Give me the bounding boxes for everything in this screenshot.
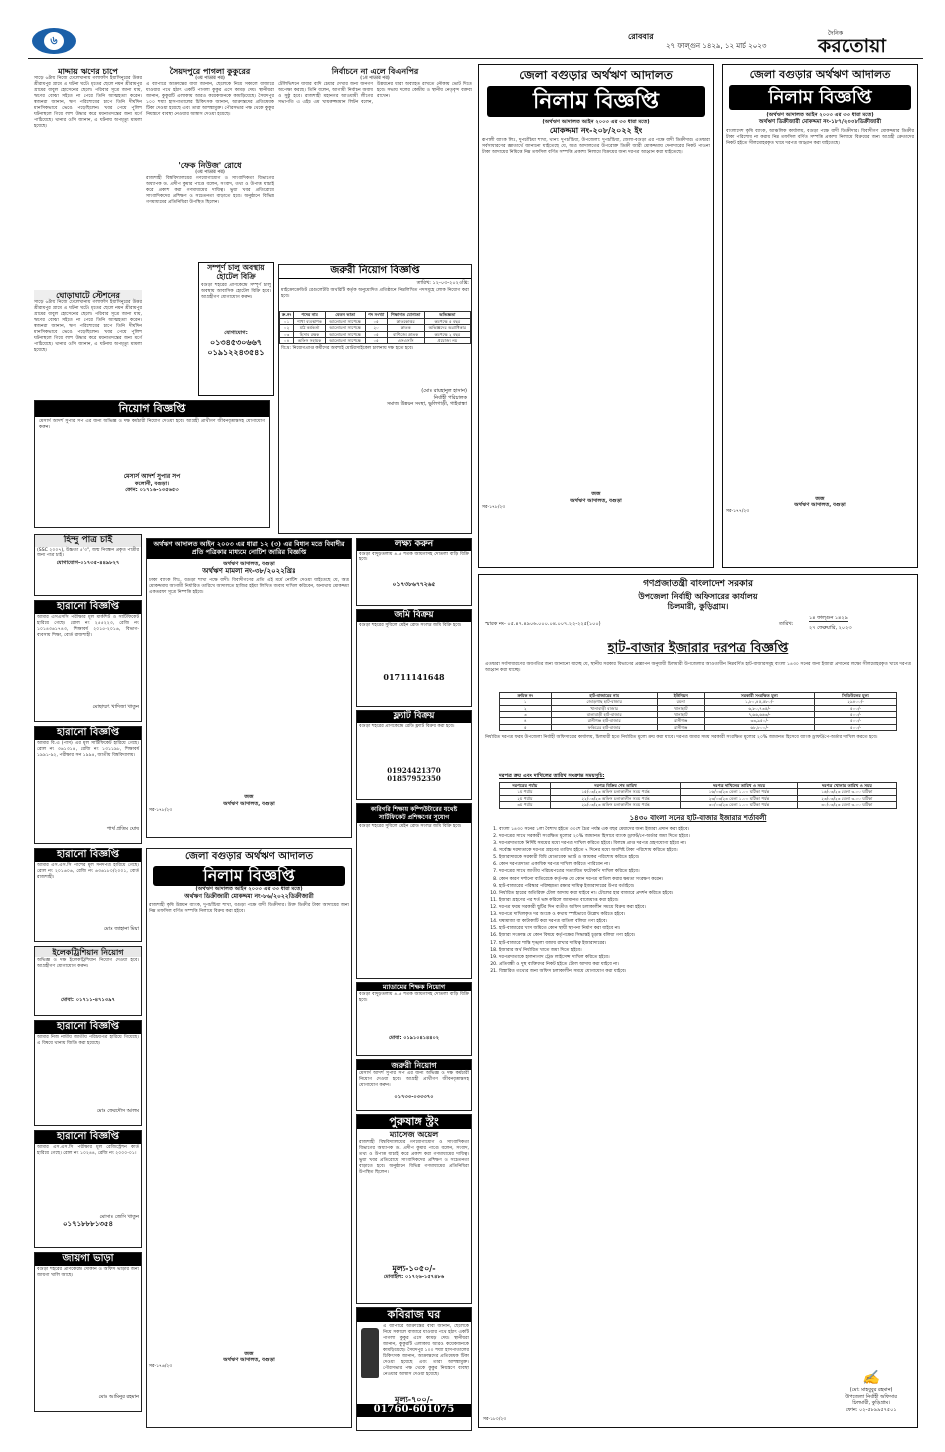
attention-title: লক্ষ্য করুন bbox=[357, 539, 471, 551]
govt-term-item: 11. ইজারা গ্রহণের পর শর্ত ভঙ্গ করিলে জামানত বাজেয়াপ্ত করা হইবে। bbox=[499, 897, 909, 904]
govt-market-table-cell: ১ bbox=[500, 699, 552, 705]
govt-para2: নির্ধারিত দরপত্র ফরম উপজেলা নির্বাহী অফিসারের কার্যালয়, চিলমারী হতে নির্ধারিত মূল্যে ক্রয় করা যাবে। দরপত্র জমার সময় সরকারী সংরক্ষিত মূল্যের ২০% জামানত হিসেবে ব্যাংক ড্রাফট/পে-অর্ডার দাখিল করতে হবে। bbox=[485, 735, 878, 741]
dog-title: সৈয়দপুরে পাগলা কুকুরের bbox=[169, 66, 251, 76]
herbal-sub: ম্যাসেজ অয়েল bbox=[389, 1129, 439, 1140]
urgent-job-table-row bbox=[280, 331, 471, 337]
govt-schedule-table-cell: ৩য় পর্যায় bbox=[500, 802, 551, 808]
land-body: বগুড়া শহরের সুবিলে মেইন রোড সংলগ্ন জমি বিক্রি হবে। bbox=[359, 622, 462, 628]
urgent-job-table-cell: ০৪ bbox=[280, 338, 294, 344]
land-ad bbox=[356, 609, 472, 707]
govt-schedule-table-cell: ২য় পর্যায় bbox=[500, 795, 551, 801]
court-auction-2-judge: জজ bbox=[815, 495, 825, 502]
urgent-job-date: তারিখ: ১২-০৩-২০২৩খ্রি: bbox=[416, 279, 469, 286]
govt-signer-place: চিলমারী, কুড়িগ্রাম। bbox=[852, 1400, 890, 1407]
hotel-title: সম্পূর্ণ চালু অবস্থায় হোটেল বিক্রি bbox=[207, 263, 265, 281]
court-notice-court-name: অর্থঋণ আদালত, বগুড়া bbox=[223, 800, 275, 807]
ghoraghat-body: সাড়ে ৬টায় নিজে ঢেলেখানায় গলাফাঁস ইয়াসিনুরের উত্তর শ্রীরামপুর গ্রামে এ ঘটনা ঘটে। মৃতের ছেলে নয়ন শ্রীরামপুর গ্রামের বাবুল হোসেনের ছেলে। পরিবার সূত্রে জানা যায়, ঋণের বোঝা সইতে না পেরে তিনি আত্মহত্যা করেন। স্বজনরা জানান, ঋণ পরিশোধের চাপে তিনি দীর্ঘদিন মানসিকভাবে ভেঙে পড়েছিলেন। খবর পেয়ে পুলিশ ঘটনাস্থলে গিয়ে লাশ উদ্ধার করে ময়নাতদন্তের জন্য মর্গে পাঠিয়েছে। থানার ওসি জানান, এ ঘটনায় অপমৃত্যু মামলা হয়েছে। bbox=[34, 300, 142, 354]
urgent-job-table-cell: ০৫ bbox=[365, 338, 387, 344]
govt-market-table-cell: জোড়গাছ হাট-বাজার bbox=[551, 699, 657, 705]
urgent-job-table-row bbox=[280, 338, 471, 344]
rent-body: বগুড়া শহরের প্রাণকেন্দ্রে দোকান ও অফিস ভাড়ার জন্য জায়গা খালি আছে। bbox=[37, 1266, 139, 1278]
govt-term-item: 20. প্রতিবন্ধী ও দুস্থ ব্যক্তিদের নিকট হইতে টোল আদায় করা যাইবে না। bbox=[499, 961, 909, 968]
court-auction-3-sub: (অর্থঋণ আদালত আইন ২০০৩ এর ৩৩ ধারা মতে) bbox=[195, 886, 303, 893]
govt-schedule-table-cell: ৩০/০৩/২৩ বেলা ৩.০০ ঘটিকা bbox=[797, 802, 896, 808]
govt-ref: সর-১৮০/২৩ bbox=[483, 1417, 507, 1423]
govt-market-table-cell: ৩৩,৯৫০/- bbox=[704, 718, 814, 724]
recruit-signer: মেসার্স আদর্শ সুপার সপ bbox=[123, 473, 181, 481]
signature-mark: ✍ bbox=[862, 1369, 880, 1386]
lost-ad-3 bbox=[34, 848, 142, 942]
govt-market-table-header-cell: সরকারী সংরক্ষিত মূল্য bbox=[704, 692, 814, 698]
urgent-job-table-cell: কমপক্ষে ৫ বছর bbox=[424, 318, 470, 324]
debt-article bbox=[34, 66, 142, 286]
court-auction-3-ref: সর-১৭৬/২৩ bbox=[149, 1363, 173, 1369]
debt-body: সাড়ে ৬টায় নিজে ঢেলেখানায় গলাফাঁস ইয়াসিনুরের উত্তর শ্রীরামপুর গ্রামে এ ঘটনা ঘটে। মৃতের ছেলে নয়ন শ্রীরামপুর গ্রামের বাবুল হোসেনের ছেলে। পরিবার সূত্রে জানা যায়, ঋণের বোঝা সইতে না পেরে তিনি আত্মহত্যা করেন। স্বজনরা জানান, ঋণ পরিশোধের চাপে তিনি দীর্ঘদিন মানসিকভাবে ভেঙে পড়েছিলেন। খবর পেয়ে পুলিশ ঘটনাস্থলে গিয়ে লাশ উদ্ধার করে ময়নাতদন্তের জন্য মর্গে পাঠিয়েছে। থানার ওসি জানান, এ ঘটনায় অপমৃত্যু মামলা হয়েছে। bbox=[34, 76, 142, 129]
govt-table1-wrap bbox=[479, 690, 917, 734]
lost-body-2: আমার বি.এ (পাস) এর মূল সার্টিফিকেট হারিয়ে গেছে। রোল নং ৩৬১৩১৪, রেজি নং ১৩১১৯৮, শিক্ষাবর্ষ ১৯৯১-৯২, পরীক্ষার সন ১৯৯৪, জাতীয় বিশ্ববিদ্যালয়। bbox=[37, 740, 139, 758]
govt-market-table-cell: ৫ bbox=[500, 724, 552, 730]
oil-bottle-icon bbox=[361, 1328, 379, 1378]
urgent-job-note: বি:দ্র: নিয়োগপ্রাপ্ত কর্মীদের অবশ্যই মোটরসাইকেল চালনায় দক্ষ হতে হবে। bbox=[281, 346, 414, 352]
lost-signer-2: পার্থ প্রতিম ঘোষ bbox=[106, 825, 139, 832]
hotel-ad bbox=[198, 262, 274, 396]
urgent-job-table-cell: হিসাব রক্ষক bbox=[294, 331, 326, 337]
lost-signer-1: মোছাম্মৎ খাদিজা খাতুন bbox=[92, 703, 139, 710]
govt-market-table-cell: রানীগঞ্জ হাট-বাজার bbox=[551, 718, 657, 724]
urgent-job-table-header-cell: শিক্ষাগত যোগ্যতা bbox=[387, 312, 424, 318]
govt-market-table-cell: ৭,৬৬,৬৬৩/- bbox=[704, 711, 814, 717]
govt-term-item: 4. সর্বোচ্চ দরদাতাকে দরপত্র গ্রহণের তারিখ হইতে ৭ দিনের মধ্যে অবশিষ্ট টাকা পরিশোধ করিতে হইবে। bbox=[499, 847, 909, 854]
govt-term-item: 10. নির্ধারিত হারের অতিরিক্ত টোল আদায় করা যাইবে না। টোলের হার বাজারে প্রদর্শন করিতে হইবে। bbox=[499, 890, 909, 897]
govt-market-table-cell: খানাবাড়ী বাজার bbox=[551, 705, 657, 711]
govt-market-table-cell: বালাবাড়ী হাট-বাজার bbox=[551, 711, 657, 717]
header-date: ২৭ ফাল্গুন ১৪২৯, ১২ মার্চ ২০২৩ bbox=[666, 42, 767, 50]
court-auction-1-case: মোকদ্দমা নং-২০৮/২০২২ ইং bbox=[549, 125, 643, 136]
lost-signer-4: মোঃ ফেরদৌস আলম bbox=[96, 1107, 139, 1114]
herbal-price: মূল্য-১০৫০/- bbox=[392, 1263, 436, 1274]
govt-market-table-cell: রানীগঞ্জ bbox=[657, 718, 704, 724]
kabiraj-ad bbox=[356, 1307, 472, 1431]
court-auction-2-case: অর্থঋণ ডিক্রীজারী মোকদ্দমা নং-১৮৭/২০০৮ডিক্রীজারী bbox=[758, 118, 882, 125]
govt-market-table-cell: ৫০০/- bbox=[814, 724, 896, 730]
urgent-job-table-cell: ০৫ bbox=[365, 318, 387, 324]
lost-ad-5 bbox=[34, 1130, 142, 1248]
govt-schedule-table bbox=[499, 782, 897, 809]
govt-term-item: 16. ইজারা সংক্রান্ত যে কোন বিষয়ে কর্তৃপক্ষের সিদ্ধান্তই চূড়ান্ত বলিয়া গণ্য হইবে। bbox=[499, 932, 909, 939]
govt-market-table-cell: ৩ bbox=[500, 711, 552, 717]
court-auction-3-case: অর্থঋণ ডিক্রীজারী মোকদ্দমা নং-৮৬/২০২২ডিক্রীজারী bbox=[184, 892, 314, 900]
court-notice-judge: জজ bbox=[244, 794, 254, 801]
govt-memo-row bbox=[479, 611, 917, 639]
govt-market-table-cell: ৬৮,৮০০/- bbox=[704, 724, 814, 730]
court-auction-1-body: রূপালী ব্যাংক লিঃ, দুপচাঁচিয়া শাখা, থানা: দুপচাঁচিয়া, উপজেলা: দুপচাঁচিয়া, জেলা-বগুড়া এর পক্ষে বাদী ডিক্রীদার। এতদ্বারা সর্বসাধারণের জ্ঞাতার্থে জানানো যাইতেছে যে, অত্র আদালতের উপরোক্ত ডিক্রী জারী মোকদ্দমায় দেনাদারের নিকট পাওনা টাকা আদায়ের নিমিত্তে নিম্ন তফসিল বর্ণিত সম্পত্তি প্রকাশ্য নিলামে বিক্রয়ের জন্য দরপত্র আহ্বান করা যাইতেছে। bbox=[482, 138, 710, 156]
job2-ad bbox=[356, 1059, 472, 1111]
urgent-job-table-header-cell: পদ সংখ্যা bbox=[365, 312, 387, 318]
govt-market-table-cell: ফকিরের হাট-বাজার bbox=[551, 724, 657, 730]
kabiraj-body: এ ব্যাপারে আক্রান্তের বাবা জানান, ছেলেকে নিয়ে সকালে বাজারে যাওয়ার পথে হঠাৎ একটি পাগলা কুকুর এসে কামড় দেয়। স্থানীয়রা জানান, কুকুরটি এলাকায় আরও কয়েকজনকে কামড়িয়েছে। সৈয়দপুর ১০০ শয্যা হাসপাতালের চিকিৎসক জানান, আক্রান্তদের প্রতিষেধক টিকা দেওয়া হয়েছে এবং তারা আশঙ্কামুক্ত। পৌরসভার পক্ষ থেকে কুকুর নিয়ন্ত্রণে ব্যবস্থা নেওয়ার আশ্বাস দেওয়া হয়েছে। bbox=[383, 1324, 469, 1377]
govt-schedule-table-header-cell: দরপত্র খোলার তারিখ ও সময় bbox=[797, 782, 896, 788]
govt-term-item: 19. দরপত্রদাতাকে হালনাগাদ ট্রেড লাইসেন্স দাখিল করিতে হইবে। bbox=[499, 954, 909, 961]
court-auction-3-title: জেলা বগুড়ার অর্থঋণ আদালত bbox=[185, 851, 313, 862]
urgent-job-table-cell: অভিজ্ঞদের অগ্রাধিকার bbox=[424, 325, 470, 331]
govt-market-table-cell: রানীগঞ্জ bbox=[657, 724, 704, 730]
govt-term-item: 18. ইজারার অর্থ নির্ধারিত খাতে জমা দিতে হইবে। bbox=[499, 947, 909, 954]
court-notice-ref: সর-১৭৮/২৩ bbox=[149, 807, 173, 813]
election-body: টেলিভিশনে যাবার বাদি চেয়ার দেখার জন্য জনগণ অপেক্ষা করছে। তিনি বলেন, আগামী নির্বাচন অবাধ ও সুষ্ঠু হবে। রাজশাহী মহানগর আওয়ামী লীগের সভাপতি এ এইচ এম খায়রুজ্জামান লিটন বলেন, উন্নয়নের ধারা অব্যাহত রাখতে নৌকায় ভোট দিতে হবে। সভায় দলের কেন্দ্রীয় ও স্থানীয় নেতৃবৃন্দ বক্তব্য রাখেন। bbox=[278, 81, 472, 105]
lost-body-4: আমার নিজ নামীয় জাতীয় পরিচয়পত্র হারিয়ে গিয়েছে। এ বিষয়ে থানায় জিডি করা হয়েছে। bbox=[37, 1034, 139, 1046]
job2-title: জরুরী নিয়োগ bbox=[357, 1060, 471, 1070]
electrician-body: অভিজ্ঞ ও দক্ষ ইলেকট্রিশিয়ান নিয়োগ দেওয়া হবে। আগ্রহীগণ যোগাযোগ করুন। bbox=[37, 958, 139, 970]
court-notice-court: অর্থঋণ আদালত, বগুড়া bbox=[223, 560, 275, 567]
bride-phone: যোগাযোগ-০১৭৩৫-৪৪৯৮২৭ bbox=[56, 560, 120, 567]
court-auction-1-judge: জজ bbox=[591, 491, 601, 498]
court-auction-1-sub: (অর্থঋণ আদালত আইন ২০০৩ এর ৩৩ ধারা মতে) bbox=[542, 118, 650, 125]
govt-schedule-title: দরপত্র ক্রয় এবং দাখিলের তারিখ সংক্রান্ত সময়সূচি: bbox=[499, 773, 605, 780]
job2-phone: ০১৭৩৩-০৩৩৩৭০ bbox=[394, 1094, 434, 1101]
ghoraghat-article bbox=[34, 290, 142, 354]
urgent-job-table-cell: ০৫ bbox=[365, 331, 387, 337]
govt-schedule-table-cell: ২৩/০৩/২৩ বেলা ৩.০০ ঘটিকা bbox=[797, 795, 896, 801]
hotel-body: বগুড়া শহরের প্রাণকেন্দ্রে সম্পূর্ণ চালু অবস্থায় আবাসিক হোটেল বিক্রি হবে। আগ্রহীগণ যোগাযোগ করুন। bbox=[201, 283, 271, 301]
flat-phone-2: 01857952350 bbox=[387, 774, 441, 784]
govt-signer: (মো: মাহবুবুর রহমান) bbox=[849, 1387, 893, 1394]
govt-term-item: 6. কোন দরপত্রদাতা একাধিক দরপত্র দাখিল করিতে পারিবেন না। bbox=[499, 861, 909, 868]
govt-terms-list bbox=[479, 826, 917, 1126]
lost-ad-1 bbox=[34, 600, 142, 722]
court-auction-2-ref: সর-১৭৭/২৩ bbox=[726, 509, 750, 515]
classifieds-left bbox=[34, 534, 142, 1426]
urgent-job-signer-role: নির্বাহী পরিচালক bbox=[433, 394, 467, 401]
govt-intro: এতদ্বারা সর্বসাধারণের অবগতির জন্য জানানো যাচ্ছে যে, স্থানীয় সরকার বিভাগের প্রজ্ঞাপন অনুযায়ী চিলমারী উপজেলার আওতাধীন নিম্নবর্ণিত হাট-বাজারসমূহ বাংলা ১৪৩০ সনের জন্য ইজারা প্রদানের লক্ষ্যে সীলমোহরকৃত খামে দরপত্র আহ্বান করা যাচ্ছে। bbox=[485, 661, 911, 673]
urgent-job-table-header-cell: বেতন ভাতা bbox=[325, 312, 365, 318]
kabiraj-title: কবিরাজ ঘর bbox=[357, 1308, 471, 1322]
court-notice-body: ঢাকা ব্যাংক লিঃ, বগুড়া শাখা পক্ষে বাদী। বিবাদীগণের প্রতি এই মর্মে নোটিশ দেওয়া যাইতেছে যে, অত্র মোকদ্দমায় আগামী নির্ধারিত তারিখে আদালতে হাজির হইয়া লিখিত জবাব দাখিল করিবেন, অন্যথায় মোকদ্দমা একতরফা সূত্রে নিষ্পত্তি হইবে। bbox=[149, 578, 349, 596]
computer-body: বগুড়া শহরের সুবিলে মেইন রোড সংলগ্ন জমি বিক্রি হবে। bbox=[359, 824, 462, 830]
urgent-job-table-header-row bbox=[280, 312, 471, 318]
hotel-contact-label: যোগাযোগ: bbox=[224, 330, 248, 337]
computer-title: কারিগরি শিক্ষায় কম্পিউটারের যথেষ্ট সার্টিফিকেট প্রশিক্ষণের সুযোগ bbox=[357, 804, 471, 823]
govt-memo: স্মারক নং- ০৫.৪৭.৪৯০৬.০০০.০৪.০০৭.২২-২২৫(১০০) bbox=[485, 620, 601, 627]
hostel-phone: মোবা: ০১৯১০৪১৪৪০২ bbox=[389, 1035, 439, 1042]
govt-line2: উপজেলা নির্বাহী অফিসারের কার্যালয় bbox=[638, 590, 758, 601]
election-subtitle: (১ম পাতার পর) bbox=[360, 76, 390, 82]
lost-ad-2 bbox=[34, 726, 142, 844]
recruit-ad bbox=[34, 400, 270, 528]
govt-term-item: 9. হাট-বাজারের পরিষ্কার পরিচ্ছন্নতা রক্ষার দায়িত্ব ইজারাদারের উপর বর্তাইবে। bbox=[499, 883, 909, 890]
urgent-job-table-row bbox=[280, 318, 471, 324]
electrician-title: ইলেকট্রিশিয়ান নিয়োগ bbox=[35, 947, 141, 957]
urgent-job-table-cell: ০৩ bbox=[280, 331, 294, 337]
govt-date-label: তারিখ: bbox=[779, 620, 794, 627]
govt-term-item: 3. দরপত্রদাতাকে নির্দিষ্ট সময়ের মধ্যে দরপত্র দাখিল করিতে হইবে। বিলম্বে প্রাপ্ত দরপত্র গ্রহণযোগ্য হইবে না। bbox=[499, 840, 909, 847]
court-auction-1-ref: সর-১৭৮/২৩ bbox=[482, 504, 506, 510]
hostel-title: ম্যাডামের শিক্ষক নিয়োগ bbox=[357, 983, 471, 991]
computer-ad bbox=[356, 803, 472, 979]
govt-term-item: 15. হাট-বাজারের খাস জমিতে কোন স্থায়ী স্থাপনা নির্মাণ করা যাইবে না। bbox=[499, 925, 909, 932]
court-auction-3 bbox=[146, 848, 352, 1428]
urgent-job-table-cell: ০২ bbox=[280, 325, 294, 331]
govt-market-table-cell: ৬,৮০,৭৩৫/- bbox=[704, 705, 814, 711]
urgent-job-intro: মাইক্রোক্রেডিট রেগুলেটরি অথরিটি কর্তৃক অনুমোদিত প্রতিষ্ঠানে নিম্নলিখিত পদসমূহে লোক নিয়োগ করা হবে। bbox=[281, 288, 469, 300]
flat-phone-1: 01924421370 bbox=[387, 765, 441, 775]
lost-phone-5: ০১৭১৮৮৮১৩৫৪ bbox=[63, 1220, 113, 1229]
govt-date-2: ২৭ ফেব্রুয়ারি, ২০২৩ bbox=[809, 624, 852, 631]
govt-terms-title: ১৪৩০ বাংলা সনের হাট-বাজার ইজারার শর্তাবলী bbox=[629, 812, 767, 822]
hostel-body: বগুড়া বাদুড়তলায় ৪.৫ শতক জায়গাসহ দোতলা বাড়ি বিক্রি হবে। bbox=[359, 992, 469, 1004]
debt-title: মাদ্দায় ঋণের চাপে bbox=[58, 66, 118, 76]
recruit-title: নিয়োগ বিজ্ঞপ্তি bbox=[35, 401, 269, 417]
court-auction-3-body: রাজশাহী কৃষি উন্নয়ন ব্যাংক, দুপচাঁচিয়া শাখা, বগুড়া পক্ষে বাদী ডিক্রীদার। উক্ত ডিক্রীর টাকা আদায়ের জন্য নিম্ন তফসিল বর্ণিত সম্পত্তি নিলামে বিক্রয় করা হইবে। bbox=[149, 902, 349, 914]
govt-term-item: 13. দরপত্রে দাখিলকৃত দর অংকে ও কথায় স্পষ্টভাবে উল্লেখ করিতে হইবে। bbox=[499, 911, 909, 918]
bride-title: হিন্দু পাত্র চাই bbox=[35, 535, 141, 547]
urgent-job-org: সমাজ উন্নয়ন সংস্থা, ভুলিগাড়ী, গাইবান্ধা bbox=[386, 401, 467, 408]
bride-ad bbox=[34, 534, 142, 596]
urgent-job-table-cell: স্নাতক bbox=[387, 325, 424, 331]
ghoraghat-title: ঘোড়াঘাটে স্টেশনের bbox=[34, 290, 142, 300]
bride-body: (SSC ২০০৭), উচ্চতা ৫'৩", জন্ম নিবন্ধন প্রকৃত পাত্রীর জন্য পাত্র চাই। bbox=[37, 547, 139, 559]
lost-body-5: আমার এস.এস.সি পরীক্ষার মূল রেজিস্ট্রেশন কার্ড হারিয়ে গেছে। রোল নং ১০২৪৪, রেজি নং ২০০০-০১। bbox=[37, 1144, 139, 1156]
govt-term-item: 14. ঘষামাজা বা কাটাকাটি করা দরপত্র বাতিল বলিয়া গণ্য হইবে। bbox=[499, 918, 909, 925]
govt-market-table-cell: ২ bbox=[500, 705, 552, 711]
govt-line1: গণপ্রজাতন্ত্রী বাংলাদেশ সরকার bbox=[643, 579, 753, 589]
govt-schedule-table-cell: ১৬/০৩/২৩ বেলা ১.০০ ঘটিকা পর্যন্ত bbox=[681, 789, 797, 795]
govt-market-table-cell: থানাহাট bbox=[657, 711, 704, 717]
court-notice bbox=[146, 538, 352, 838]
govt-schedule-table-header-cell: দরপত্রের পর্যায় bbox=[500, 782, 551, 788]
header-rule bbox=[28, 58, 923, 59]
hotel-phone-2: ০১৯১২২৪৩৫৪১ bbox=[207, 347, 265, 358]
govt-table2-wrap bbox=[479, 780, 917, 811]
govt-market-table-row bbox=[500, 724, 897, 730]
govt-term-item: 17. হাট-বাজারে শান্তি শৃঙ্খলা বজায় রাখার দায়িত্ব ইজারাদারের। bbox=[499, 940, 909, 947]
court-auction-1-banner: নিলাম বিজ্ঞপ্তি bbox=[487, 86, 705, 116]
govt-term-item: 5. ইজারাদারকে সরকারী বিধি মোতাবেক ভ্যাট ও আয়কর পরিশোধ করিতে হইবে। bbox=[499, 854, 909, 861]
urgent-job-table-row bbox=[280, 325, 471, 331]
court-auction-3-judge: জজ bbox=[244, 1350, 254, 1357]
govt-schedule-table-cell: ২৯/০৩/২৩ অফিস চলাকালীন সময় পর্যন্ত bbox=[550, 802, 681, 808]
herbal-title: পুরুষাঙ্গ স্ট্রং bbox=[357, 1115, 471, 1129]
govt-market-table-cell: থানাহাট bbox=[657, 705, 704, 711]
court-auction-2-title: জেলা বগুড়ার অর্থঋণ আদালত bbox=[749, 68, 891, 81]
urgent-job-table-cell: মাঠ কর্মকর্তা bbox=[294, 325, 326, 331]
urgent-job-signer: (মোঃ রায়হানুল হাসান) bbox=[421, 388, 467, 395]
govt-schedule-table-cell: ২৩/০৩/২৩ বেলা ১.০০ ঘটিকা পর্যন্ত bbox=[681, 795, 797, 801]
recruit-phone: ফোন: ০১৭১৬-১৩৫৬৫৩ bbox=[125, 487, 179, 494]
small-ads-column bbox=[356, 538, 472, 1428]
court-auction-2-body: বাংলাদেশ কৃষি ব্যাংক, আঞ্চলিক কার্যালয়, বগুড়া পক্ষে বাদী ডিক্রীদার। বিবাদীগণ মোকদ্দমার ডিক্রীর টাকা পরিশোধ না করায় নিম্ন তফসিল বর্ণিত সম্পত্তি প্রকাশ্য নিলামে বিক্রয়ের জন্য আগ্রহী ক্রেতাদের নিকট হইতে সীলমোহরকৃত খামে দরপত্র আহ্বান করা যাইতেছে। bbox=[726, 128, 914, 146]
page-number: ৬ bbox=[44, 32, 64, 50]
govt-term-item: 2. দরপত্রের সাথে সরকারী সংরক্ষিত মূল্যের ২০% জামানত হিসাবে ব্যাংক ড্রাফট/পে-অর্ডার জমা দিতে হইবে। bbox=[499, 833, 909, 840]
urgent-job-table-cell: শাখা ব্যবস্থাপক bbox=[294, 318, 326, 324]
govt-term-item: 12. দরপত্র ফরম সরকারী ছুটির দিন ব্যতীত অফিস চলাকালীন সময়ে বিক্রয় করা হইবে। bbox=[499, 904, 909, 911]
flat-ad bbox=[356, 710, 472, 800]
lost-title-3: হারানো বিজ্ঞপ্তি bbox=[35, 849, 141, 862]
urgent-job-table-header-cell: অভিজ্ঞতা bbox=[424, 312, 470, 318]
page-number-badge bbox=[32, 28, 76, 54]
govt-phone: ফোন: ০২-৫৮৯৯৫৭৫০১ bbox=[845, 1406, 897, 1413]
govt-market-table-header-cell: সিডিউলের মূল্য bbox=[814, 692, 896, 698]
urgent-job-table bbox=[279, 311, 471, 344]
lost-title-2: হারানো বিজ্ঞপ্তি bbox=[35, 727, 141, 740]
govt-market-table bbox=[499, 692, 897, 732]
kabiraj-content bbox=[357, 1322, 471, 1394]
land-phone: 01711141648 bbox=[383, 671, 445, 682]
urgent-job-table-cell: আলোচনা সাপেক্ষে bbox=[325, 325, 365, 331]
recruit-body: মেসার্স আদর্শ সুপার সপ এর জন্য অভিজ্ঞ ও দক্ষ কর্মচারী নিয়োগ দেওয়া হবে। আগ্রহী প্রার্থীগণ জীবনবৃত্তান্তসহ যোগাযোগ করুন। bbox=[39, 419, 265, 431]
urgent-job-table-cell: কমপক্ষে ২ বছর bbox=[424, 331, 470, 337]
fake-subtitle: (৩য় পাতার পর) bbox=[195, 170, 225, 176]
job2-body: মেসার্স আদর্শ সুপার সপ এর জন্য অভিজ্ঞ ও দক্ষ কর্মচারী নিয়োগ দেওয়া হবে। আগ্রহী প্রার্থীগণ জীবনবৃত্তান্তসহ যোগাযোগ করুন। bbox=[359, 1071, 469, 1089]
lost-body-3: আমার এস.এস.সি পাশের মূল সনদপত্র হারিয়ে গেছে। রোল নং ২০১৬০৬, রেজি নং ৬৩৬১৮০/২০০১, বোর্ড রাজশাহী। bbox=[37, 862, 139, 880]
header-day: রোববার bbox=[628, 32, 654, 41]
court-auction-1-court: অর্থঋণ আদালত, বগুড়া bbox=[570, 498, 622, 505]
urgent-job-table-cell: আলোচনা সাপেক্ষে bbox=[325, 338, 365, 344]
govt-schedule-table-cell: ২২/০৩/২৩ অফিস চলাকালীন সময় পর্যন্ত bbox=[550, 795, 681, 801]
govt-schedule-table-cell: ১ম পর্যায় bbox=[500, 789, 551, 795]
urgent-job-table-cell: প্রযোজ্য নয় bbox=[424, 338, 470, 344]
urgent-job-table-cell: এসএসসি bbox=[387, 338, 424, 344]
herbal-phone: মোবাইল: ০১৭২৬-১৫৭৪৮৬ bbox=[383, 1273, 445, 1280]
masthead: করতোয়া bbox=[818, 35, 886, 57]
land-title: জমি বিক্রয় bbox=[357, 610, 471, 622]
urgent-job-table-cell: আলোচনা সাপেক্ষে bbox=[325, 318, 365, 324]
rent-title: জায়গা ভাড়া bbox=[35, 1253, 141, 1266]
court-auction-2-court: অর্থঋণ আদালত, বগুড়া bbox=[794, 502, 846, 509]
lost-title-5: হারানো বিজ্ঞপ্তি bbox=[35, 1131, 141, 1144]
govt-line3: চিলমারী, কুড়িগ্রাম। bbox=[667, 600, 729, 611]
lost-signer-5: মোসাঃ জেসি খাতুন bbox=[99, 1213, 139, 1220]
flat-title: ফ্ল্যাট বিক্রয় bbox=[357, 711, 471, 723]
govt-market-table-cell: ২৯৪০০/- bbox=[814, 699, 896, 705]
fake-title: 'ফেক নিউজ' রোধে bbox=[178, 159, 242, 170]
govt-schedule-table-cell: ১৫/০৩/২৩ অফিস চলাকালীন সময় পর্যন্ত bbox=[550, 789, 681, 795]
govt-term-item: 8. কোন কারণ দর্শানো ব্যতিরেকে কর্তৃপক্ষ যে কোন দরপত্র বাতিল করার ক্ষমতা সংরক্ষণ করেন। bbox=[499, 876, 909, 883]
urgent-job-table-cell: আলোচনা সাপেক্ষে bbox=[325, 331, 365, 337]
herbal-body: রাজশাহী বিশ্ববিদ্যালয়ের গণযোগাযোগ ও সাংবাদিকতা বিভাগের অধ্যাপক ড. প্রদীপ কুমার পাণ্ডে বলেন, সংবাদ, তথ্য ও উপাত্ত যাচাই করে প্রকাশ করা গণমাধ্যমের দায়িত্ব। ভুয়া খবর প্রতিরোধে সাংবাদিকদের প্রশিক্ষণ ও সচেতনতা বাড়াতে হবে। অনুষ্ঠানে বিভিন্ন গণমাধ্যমের প্রতিনিধিরা উপস্থিত ছিলেন। bbox=[359, 1140, 469, 1176]
kabiraj-price: মূল্য-৭০০/- bbox=[395, 1394, 433, 1405]
rent-signer: মোঃ আমিনুর রহমান bbox=[98, 1393, 139, 1400]
govt-market-table-cell: ৫০০/- bbox=[814, 718, 896, 724]
govt-market-table-cell: ৪ bbox=[500, 718, 552, 724]
hostel-ad bbox=[356, 982, 472, 1056]
govt-schedule-table-header-cell: দরপত্র বিক্রির শেষ তারিখ bbox=[550, 782, 681, 788]
lost-signer-3: মোঃ জাহানা মিয়া bbox=[103, 925, 139, 932]
kabiraj-phone: 01760-601075 bbox=[357, 1404, 471, 1417]
attention-body: বগুড়া বাদুড়তলায় ৪.৫ শতক জায়গাসহ দোতলা বাড়ি বিক্রি হবে। bbox=[359, 551, 469, 563]
urgent-job-table-cell: ০১ bbox=[280, 318, 294, 324]
govt-market-table-cell: ১,৮০,৪৫,৫৮০/- bbox=[704, 699, 814, 705]
court-auction-2-sub: (অর্থঋণ আদালত আইন ২০০৩ এর ৩৩ ধারা মতে) bbox=[766, 112, 874, 119]
urgent-job-table-cell: অফিস সহায়ক bbox=[294, 338, 326, 344]
lost-title-1: হারানো বিজ্ঞপ্তি bbox=[35, 601, 141, 614]
govt-signature-block bbox=[845, 1370, 897, 1413]
govt-market-table-header-cell: ক্রমিক নং bbox=[500, 692, 552, 698]
govt-tender bbox=[478, 574, 918, 1428]
urgent-job-ad bbox=[278, 264, 472, 534]
court-auction-2 bbox=[722, 64, 918, 568]
govt-date-1: ১৪ ফাল্গুন ১৪২৯ bbox=[809, 614, 848, 621]
dog-body: এ ব্যাপারে আক্রান্তের বাবা জানান, ছেলেকে নিয়ে সকালে বাজারে যাওয়ার পথে হঠাৎ একটি পাগলা কুকুর এসে কামড় দেয়। স্থানীয়রা জানান, কুকুরটি এলাকায় আরও কয়েকজনকে কামড়িয়েছে। সৈয়দপুর ১০০ শয্যা হাসপাতালের চিকিৎসক জানান, আক্রান্তদের প্রতিষেধক টিকা দেওয়া হয়েছে এবং তারা আশঙ্কামুক্ত। পৌরসভার পক্ষ থেকে কুকুর নিয়ন্ত্রণে ব্যবস্থা নেওয়ার আশ্বাস দেওয়া হয়েছে। bbox=[146, 81, 274, 117]
govt-schedule-table-cell: ৩০/০৩/২৩ বেলা ১.০০ ঘটিকা পর্যন্ত bbox=[681, 802, 797, 808]
urgent-job-table-header-cell: পদের নাম bbox=[294, 312, 326, 318]
urgent-job-table-cell: ২০ bbox=[365, 325, 387, 331]
fake-body: রাজশাহী বিশ্ববিদ্যালয়ের গণযোগাযোগ ও সাংবাদিকতা বিভাগের অধ্যাপক ড. প্রদীপ কুমার পাণ্ডে বলেন, সংবাদ, তথ্য ও উপাত্ত যাচাই করে প্রকাশ করা গণমাধ্যমের দায়িত্ব। ভুয়া খবর প্রতিরোধে সাংবাদিকদের প্রশিক্ষণ ও সচেতনতা বাড়াতে হবে। অনুষ্ঠানে বিভিন্ন গণমাধ্যমের প্রতিনিধিরা উপস্থিত ছিলেন। bbox=[146, 175, 274, 205]
govt-title: হাট-বাজার ইজারার দরপত্র বিজ্ঞপ্তি bbox=[607, 640, 789, 656]
govt-market-table-cell: রমনা bbox=[657, 699, 704, 705]
govt-schedule-table-cell: ১৬/০৩/২৩ বেলা ৩.০০ ঘটিকা bbox=[797, 789, 896, 795]
govt-market-table-cell: ৫০০/- bbox=[814, 705, 896, 711]
election-title: নির্বাচনে না এলে বিএনপির bbox=[331, 66, 419, 76]
court-notice-title: অর্থঋণ আদালত আইন ২০০৩ এর ধারা ১২ (৩) এর বিধান মতে বিবাদীর প্রতি পত্রিকার মাধ্যমে নোটিশ জারির বিজ্ঞপ্তি bbox=[147, 539, 351, 559]
court-auction-2-banner: নিলাম বিজ্ঞপ্তি bbox=[729, 85, 911, 110]
lost-title-4: হারানো বিজ্ঞপ্তি bbox=[35, 1021, 141, 1034]
govt-term-item: 1. বাংলা ১৪৩০ সনের ১লা বৈশাখ হইতে ৩০শে চৈত্র পর্যন্ত এক বছর মেয়াদের জন্য ইজারা প্রদান করা হইবে। bbox=[499, 826, 909, 833]
masthead-small: দৈনিক bbox=[828, 30, 844, 37]
electrician-ad bbox=[34, 946, 142, 1016]
urgent-job-table-cell: বাণিজ্যে স্নাতক bbox=[387, 331, 424, 337]
court-auction-1-title: জেলা বগুড়ার অর্থঋণ আদালত bbox=[519, 68, 673, 82]
flat-body: বগুড়া শহরের প্রাণকেন্দ্রে রেডি ফ্ল্যাট বিক্রয় করা হবে। bbox=[359, 723, 455, 729]
lost-body-1: আমার এসএসসি পরীক্ষার মূল মার্কশিট ও সার্টিফিকেট হারিয়ে গেছে। রোল নং ২৫৫২২৩, রেজি নং ১০১৪৩৬১৭৪৩, শিক্ষাবর্ষ ২০১৫-২০১৬, বিভাগ-ব্যবসায় শিক্ষা, বোর্ড রাজশাহী। bbox=[37, 614, 139, 638]
electrician-phone: মোবা: ০১৭১১-৪৭১৩৯৭ bbox=[61, 997, 115, 1004]
herbal-ad bbox=[356, 1114, 472, 1304]
hotel-phone-1: ০১৩৪৫৩০৬৬৭ bbox=[210, 336, 262, 347]
govt-market-table-header-cell: হাট-বাজারের নাম bbox=[551, 692, 657, 698]
attention-phone: ০১৭৩৮৬৭৭২৬৫ bbox=[392, 580, 436, 588]
govt-schedule-table-header-cell: দরপত্র দাখিলের তারিখ ও সময় bbox=[681, 782, 797, 788]
rent-ad bbox=[34, 1252, 142, 1412]
page-header bbox=[28, 26, 923, 60]
govt-schedule-table-row bbox=[500, 802, 897, 808]
urgent-job-table-header-cell: ক্র.নং bbox=[280, 312, 294, 318]
recruit-address: কলোনী, বগুড়া। bbox=[135, 480, 169, 487]
lost-ad-4 bbox=[34, 1020, 142, 1126]
govt-term-item: 7. দরপত্রের সাথে জাতীয় পরিচয়পত্রের সত্যায়িত ফটোকপি দাখিল করিতে হইবে। bbox=[499, 868, 909, 875]
govt-market-table-header-cell: ইউনিয়ন bbox=[657, 692, 704, 698]
attention-ad bbox=[356, 538, 472, 606]
court-auction-3-banner: নিলাম বিজ্ঞপ্তি bbox=[153, 866, 345, 886]
court-notice-case: অর্থঋণ মামলা নং-৩৮/২০২২খ্রিঃ bbox=[202, 566, 296, 576]
court-auction-1 bbox=[478, 64, 714, 568]
urgent-job-title: জরুরী নিয়োগ বিজ্ঞপ্তি bbox=[279, 265, 471, 279]
dog-subtitle: (৩য় পাতার পর) bbox=[195, 76, 225, 82]
court-auction-3-court: অর্থঋণ আদালত, বগুড়া bbox=[223, 1357, 275, 1364]
govt-term-item: 21. বিস্তারিত তথ্যের জন্য অফিস চলাকালীন সময়ে যোগাযোগ করা যাইবে। bbox=[499, 968, 909, 975]
govt-signer-role: উপজেলা নির্বাহী অফিসার bbox=[845, 1393, 897, 1400]
column-mid bbox=[278, 66, 472, 262]
urgent-job-table-cell: স্নাতকোত্তর bbox=[387, 318, 424, 324]
govt-market-table-cell: ৫০০/- bbox=[814, 711, 896, 717]
